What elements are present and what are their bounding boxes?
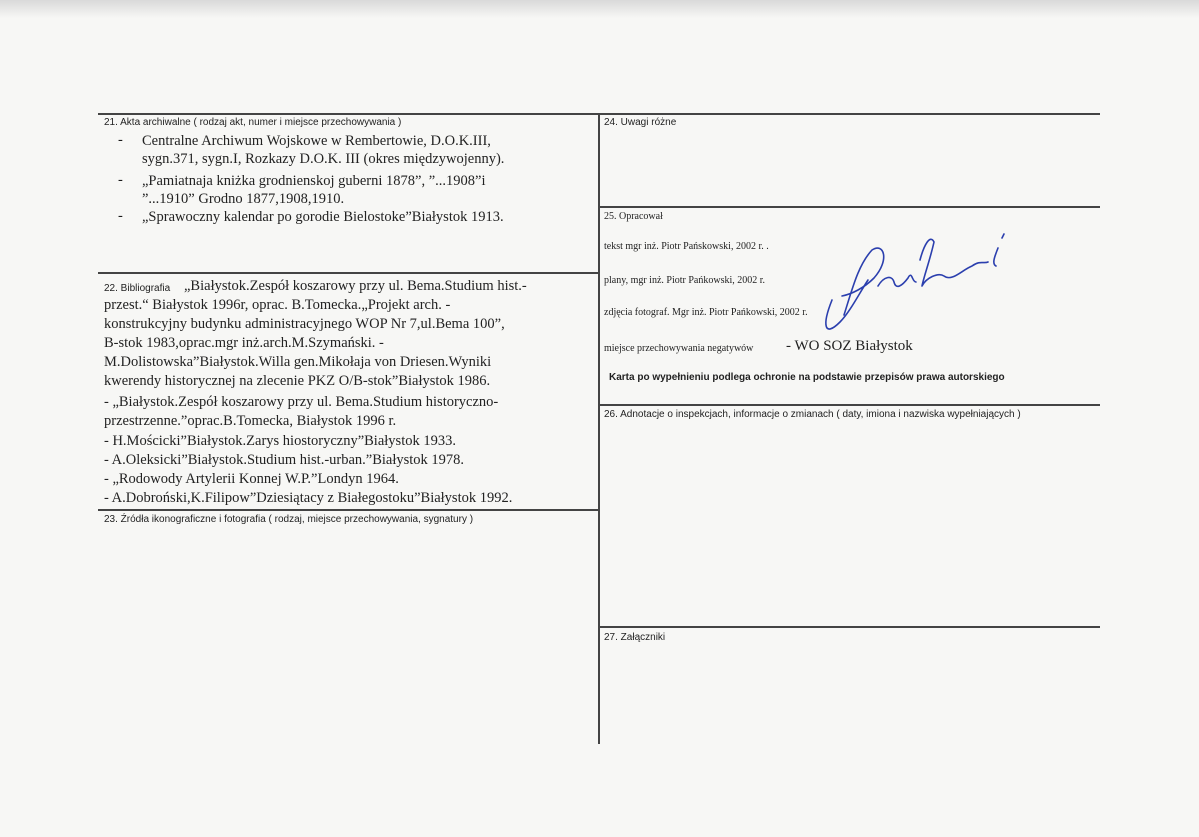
section-24-label: 24. Uwagi różne: [604, 117, 677, 128]
list-dash: -: [118, 132, 123, 148]
archive-item-2-line-2: ”...1910” Grodno 1877,1908,1910.: [142, 191, 345, 207]
list-dash: -: [118, 208, 123, 224]
bibliography-line-6: kwerendy historycznej na zlecenie PKZ O/B-stok”Białystok 1986.: [104, 373, 491, 389]
bibliography-line-12: - A.Dobroński,K.Filipow”Dziesiątacy z Białegostoku”Białystok 1992.: [104, 490, 513, 506]
rule-22-23: [98, 509, 598, 511]
section-21-label: 21. Akta archiwalne ( rodzaj akt, numer i miejsce przechowywania ): [104, 117, 402, 128]
scan-edge-shadow: [0, 0, 1199, 18]
archive-item-1-line-1: Centralne Archiwum Wojskowe w Rembertowie, D.O.K.III,: [142, 133, 491, 149]
rule-24-25: [598, 206, 1100, 208]
section-25-label: 25. Opracował: [604, 211, 663, 222]
bibliography-line-1: „Białystok.Zespół koszarowy przy ul. Bema.Studium hist.-: [184, 278, 527, 294]
rule-25-26: [598, 404, 1100, 406]
bibliography-line-2: przest.“ Białystok 1996r, oprac. B.Tomecka.„Projekt arch. -: [104, 297, 451, 313]
bibliography-line-5: M.Dolistowska”Białystok.Willa gen.Mikołaja von Driesen.Wyniki: [104, 354, 492, 370]
negatives-storage-value: - WO SOZ Białystok: [786, 338, 913, 354]
copyright-notice: Karta po wypełnieniu podlega ochronie na podstawie przepisów prawa autorskiego: [609, 372, 1005, 383]
archive-item-2-line-1: „Pamiatnaja kniżka grodnienskoj guberni 1878”, ”...1908”i: [142, 173, 486, 189]
author-photos-line: zdjęcia fotograf. Mgr inż. Piotr Pańkowski, 2002 r.: [604, 307, 808, 318]
archive-item-1-line-2: sygn.371, sygn.I, Rozkazy D.O.K. III (okres międzywojenny).: [142, 151, 505, 167]
section-23-label: 23. Źródła ikonograficzne i fotografia ( rodzaj, miejsce przechowywania, sygnatury ): [104, 514, 474, 525]
bibliography-line-11: - „Rodowody Artylerii Konnej W.P.”Londyn 1964.: [104, 471, 399, 487]
rule-21-22: [98, 272, 598, 274]
bibliography-line-3: konstrukcyjny budynku administracyjnego WOP Nr 7,ul.Bema 100”,: [104, 316, 505, 332]
handwritten-signature: [812, 220, 1032, 340]
author-plans-line: plany, mgr inż. Piotr Pańkowski, 2002 r.: [604, 275, 766, 286]
archive-item-3-line-1: „Sprawoczny kalendar po gorodie Bielostoke”Białystok 1913.: [142, 209, 504, 225]
section-26-label: 26. Adnotacje o inspekcjach, informacje o zmianach ( daty, imiona i nazwiska wypełniających ): [604, 409, 1021, 420]
bibliography-line-9: - H.Mościcki”Białystok.Zarys hiostoryczny”Białystok 1933.: [104, 433, 456, 449]
list-dash: -: [118, 172, 123, 188]
rule-26-27: [598, 626, 1100, 628]
author-text-line: tekst mgr inż. Piotr Pańskowski, 2002 r. .: [604, 241, 769, 252]
bibliography-line-10: - A.Oleksicki”Białystok.Studium hist.-urban.”Białystok 1978.: [104, 452, 465, 468]
bibliography-line-7: - „Białystok.Zespół koszarowy przy ul. Bema.Studium historyczno-: [104, 394, 499, 410]
section-22-label: 22. Bibliografia: [104, 283, 171, 294]
bibliography-line-4: B-stok 1983,oprac.mgr inż.arch.M.Szymański. -: [104, 335, 384, 351]
bibliography-line-8: przestrzenne.”oprac.B.Tomecka, Białystok 1996 r.: [104, 413, 397, 429]
negatives-storage-label: miejsce przechowywania negatywów: [604, 343, 754, 354]
section-27-label: 27. Załączniki: [604, 632, 666, 643]
